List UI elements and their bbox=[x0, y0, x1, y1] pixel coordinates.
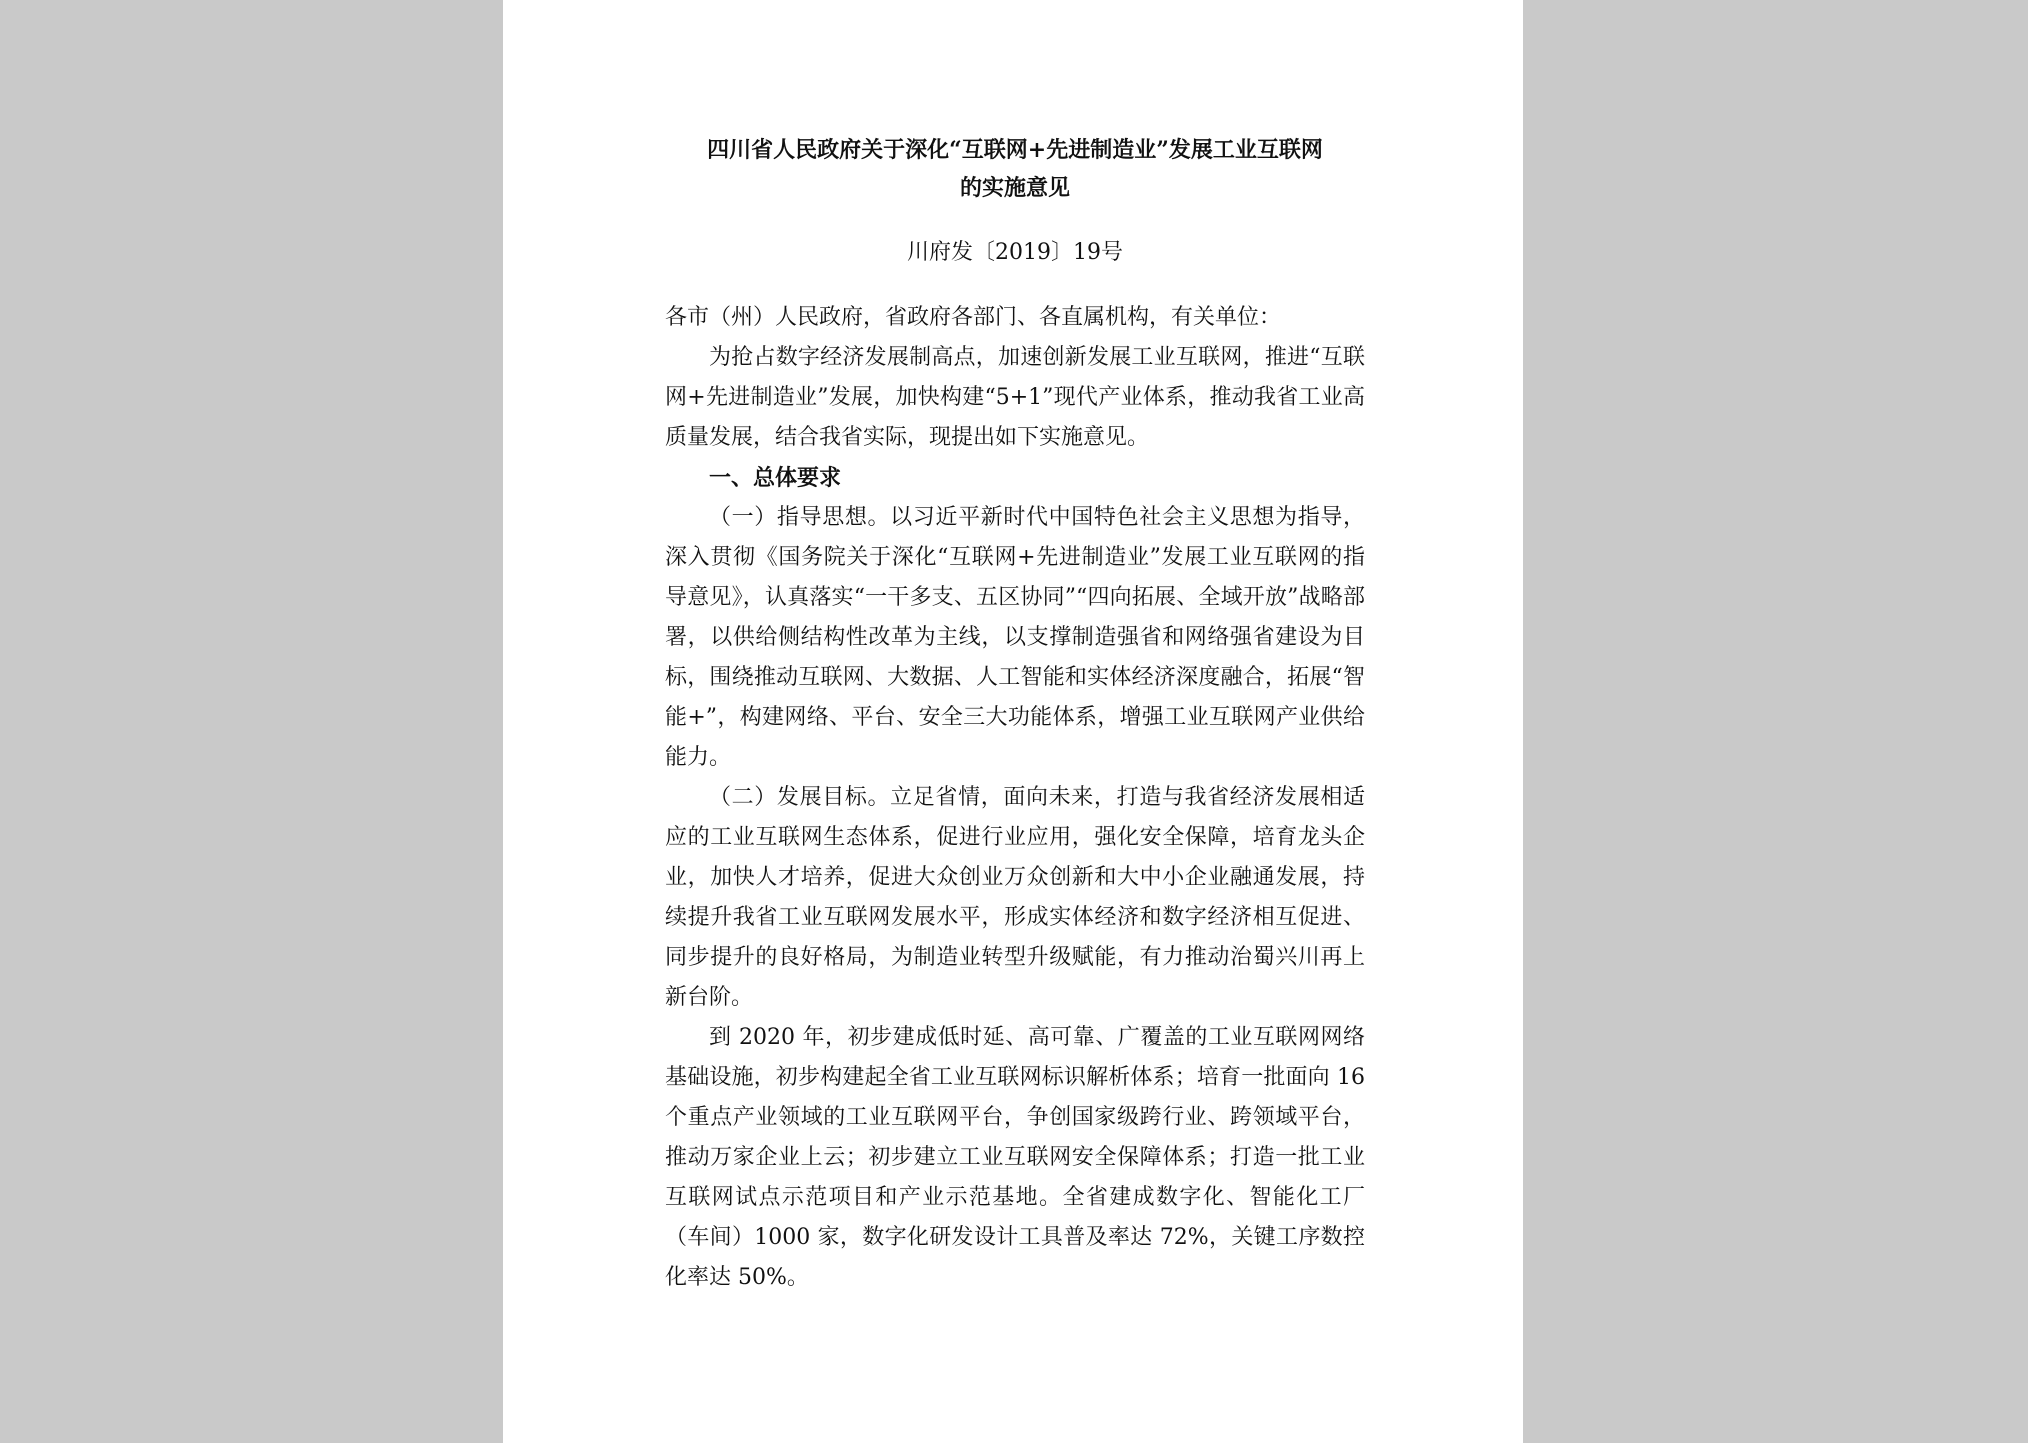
targets-2020-paragraph: 到 2020 年，初步建成低时延、高可靠、广覆盖的工业互联网网络基础设施，初步构建起全省工业互联网标识解析体系；培育一批面向 16 个重点产业领域的工业互联网平台，争创国家级跨行业、跨领域平台，推动万家企业上云；初步建立工业互联网安全保障体系；打造一批工业互联网试点示范项目和产业示范基地。全省建成数字化、智能化工厂（车间）1000 家，数字化研发设计工具普及率达 72%，关键工序数控化率达 50%。 bbox=[665, 1025, 1365, 1290]
guiding-ideology-paragraph: （一）指导思想。以习近平新时代中国特色社会主义思想为指导，深入贯彻《国务院关于深化“互联网+先进制造业”发展工业互联网的指导意见》，认真落实“一干多支、五区协同”“四向拓展、全域开放”战略部署，以供给侧结构性改革为主线，以支撑制造强省和网络强省建设为目标，围绕推动互联网、大数据、人工智能和实体经济深度融合，拓展“智能+”，构建网络、平台、安全三大功能体系，增强工业互联网产业供给能力。 bbox=[665, 505, 1365, 770]
document-content bbox=[665, 131, 1365, 1298]
intro-paragraph: 为抢占数字经济发展制高点，加速创新发展工业互联网，推进“互联网+先进制造业”发展，加快构建“5+1”现代产业体系，推动我省工业高质量发展，结合我省实际，现提出如下实施意见。 bbox=[665, 345, 1365, 450]
document-title bbox=[665, 131, 1365, 207]
title-line-2: 的实施意见 bbox=[959, 175, 1070, 201]
addressee: 各市（州）人民政府，省政府各部门、各直属机构，有关单位： bbox=[665, 305, 1282, 330]
title-line-1: 四川省人民政府关于深化“互联网+先进制造业”发展工业互联网 bbox=[707, 137, 1323, 163]
development-goals-paragraph: （二）发展目标。立足省情，面向未来，打造与我省经济发展相适应的工业互联网生态体系，促进行业应用，强化安全保障，培育龙头企业，加快人才培养，促进大众创业万众创新和大中小企业融通发展，持续提升我省工业互联网发展水平，形成实体经济和数字经济相互促进、同步提升的良好格局，为制造业转型升级赋能，有力推动治蜀兴川再上新台阶。 bbox=[665, 785, 1365, 1010]
section-heading: 一、总体要求 bbox=[709, 465, 842, 491]
document-page bbox=[503, 0, 1523, 1443]
document-number: 川府发〔2019〕19号 bbox=[907, 240, 1123, 265]
